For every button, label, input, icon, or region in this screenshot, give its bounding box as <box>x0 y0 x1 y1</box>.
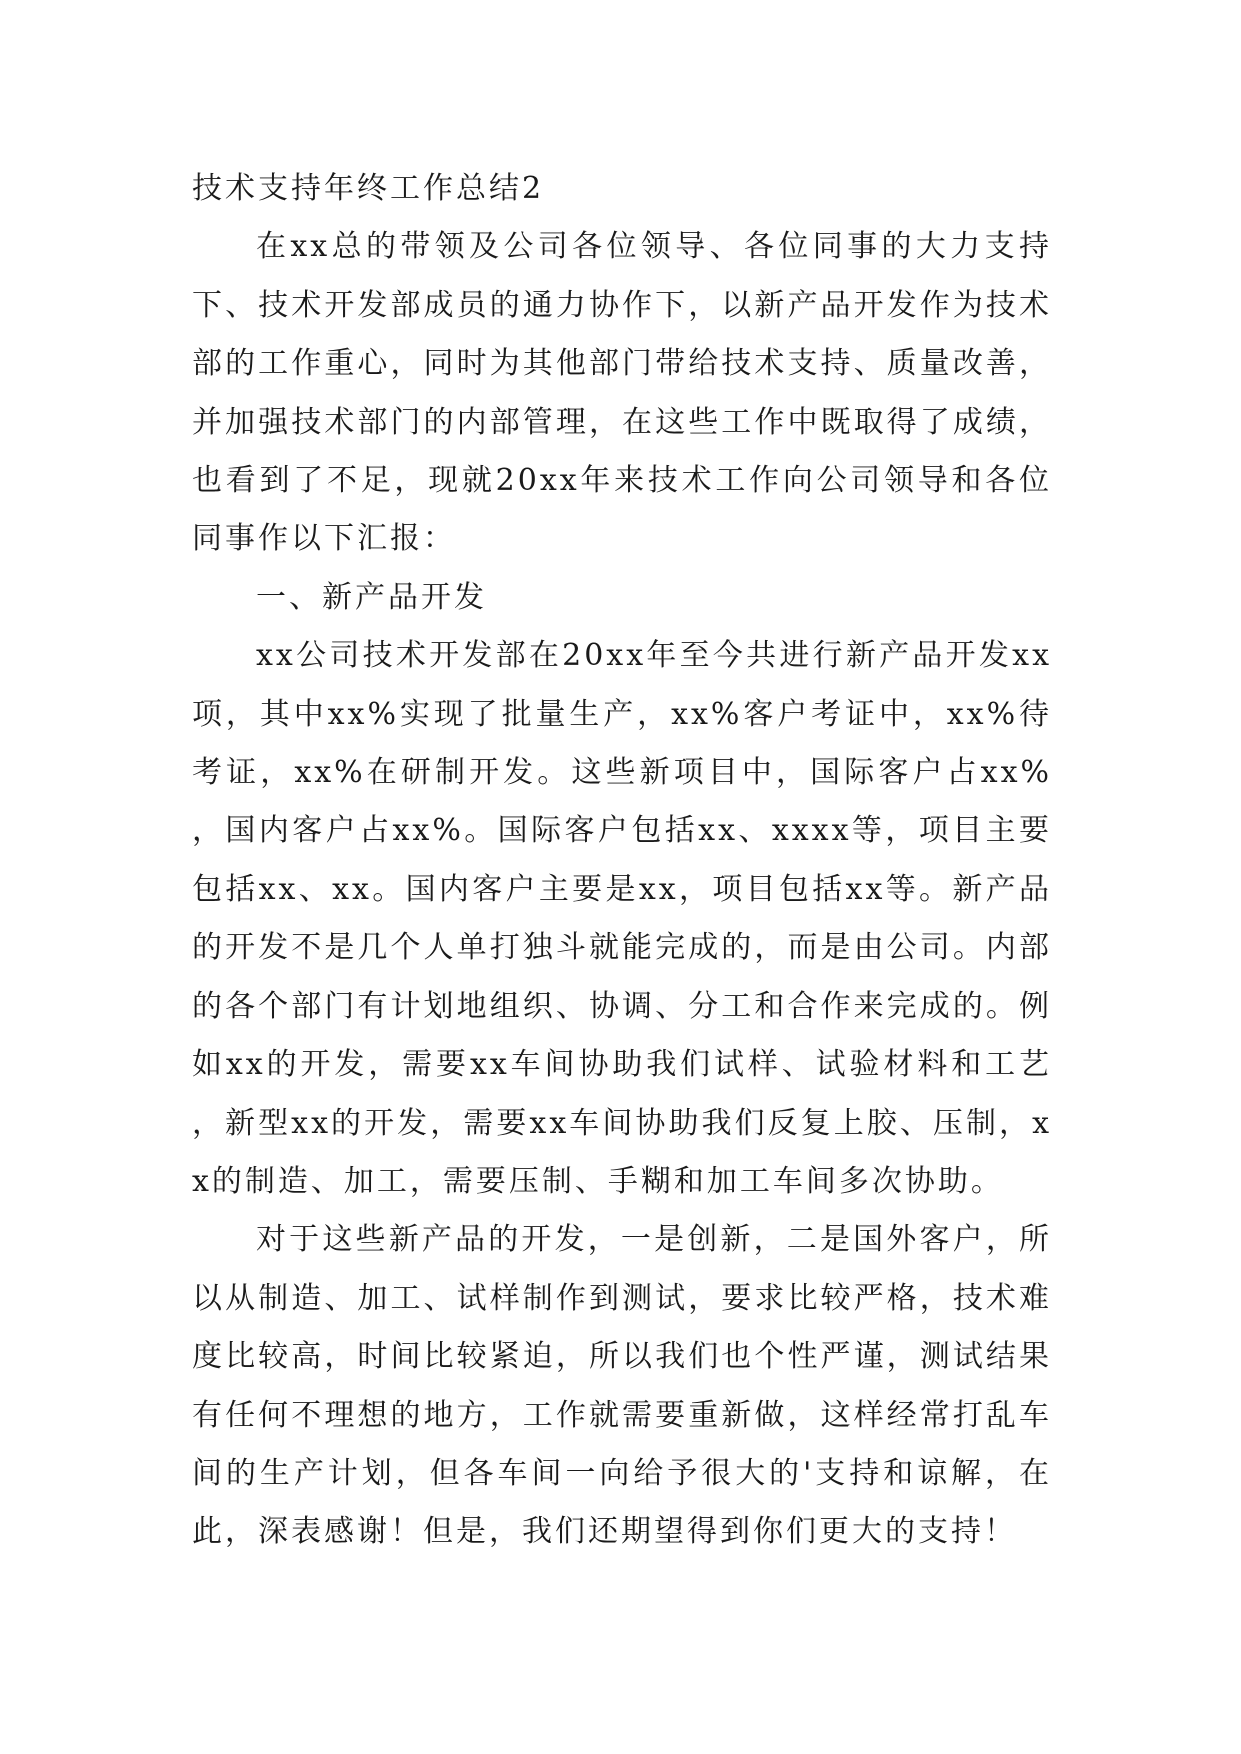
paragraph-new-product-summary: xx公司技术开发部在20xx年至今共进行新产品开发xx项，其中xx%实现了批量生产，xx%客户考证中，xx%待考证，xx%在研制开发。这些新项目中，国际客户占xx%，国内客户占xx%。国际客户包括xx、xxxx等，项目主要包括xx、xx。国内客户主要是xx，项目包括xx等。新产品的开发不是几个人单打独斗就能完成的，而是由公司。内部的各个部门有计划地组织、协调、分工和合作来完成的。例如xx的开发，需要xx车间协助我们试样、试验材料和工艺，新型xx的开发，需要xx车间协助我们反复上胶、压制，xx的制造、加工，需要压制、手糊和加工车间多次协助。 <box>192 638 1052 1199</box>
section-heading-new-product: 一、新产品开发 <box>256 579 487 615</box>
document-title: 技术支持年终工作总结2 <box>192 171 545 206</box>
paragraph-challenges-thanks: 对于这些新产品的开发，一是创新，二是国外客户，所以从制造、加工、试样制作到测试，要求比较严格，技术难度比较高，时间比较紧迫，所以我们也个性严谨，测试结果有任何不理想的地方，工作就需要重新做，这样经常打乱车间的生产计划，但各车间一向给予很大的'支持和谅解，在此，深表感谢！但是，我们还期望得到你们更大的支持！ <box>192 1222 1052 1550</box>
document-body <box>192 160 1052 1562</box>
paragraph-intro: 在xx总的带领及公司各位领导、各位同事的大力支持下、技术开发部成员的通力协作下，以新产品开发作为技术部的工作重心，同时为其他部门带给技术支持、质量改善，并加强技术部门的内部管理，在这些工作中既取得了成绩，也看到了不足，现就20xx年来技术工作向公司领导和各位同事作以下汇报： <box>192 229 1052 557</box>
